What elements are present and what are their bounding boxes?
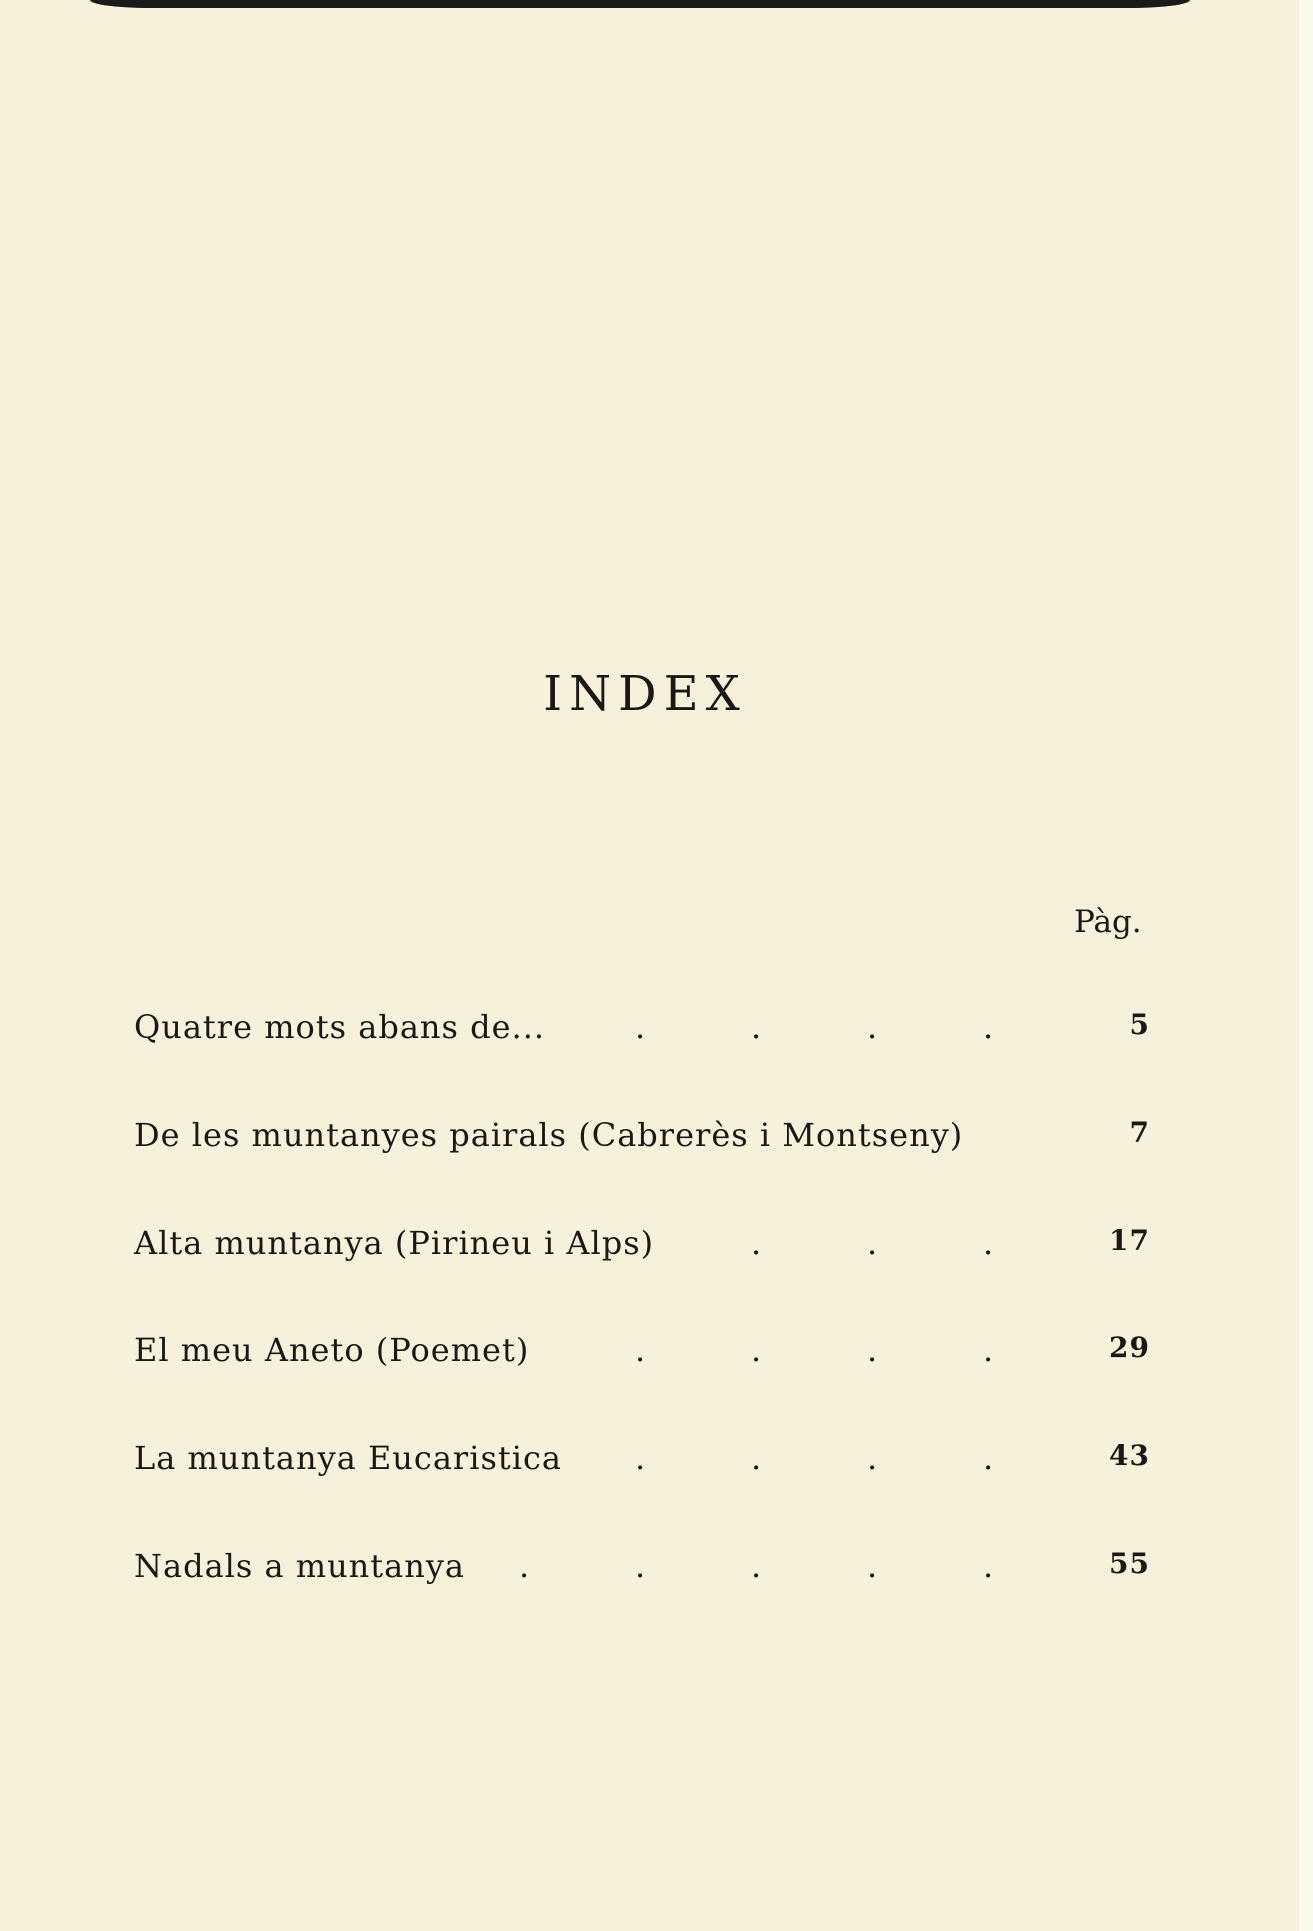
toc-entry-title: El meu Aneto (Poemet) bbox=[134, 1331, 530, 1369]
toc-entry-page: 29 bbox=[1109, 1331, 1150, 1364]
leader-dot: . bbox=[751, 1439, 763, 1477]
leader-dot: . bbox=[867, 1331, 879, 1369]
toc-entry-page: 5 bbox=[1129, 1008, 1150, 1041]
leader-dot: . bbox=[983, 1331, 995, 1369]
leader-dot: . bbox=[983, 1439, 995, 1477]
page-column-header: Pàg. bbox=[1074, 904, 1142, 940]
page-right-edge bbox=[1299, 0, 1313, 1931]
toc-entry bbox=[134, 1224, 1150, 1270]
leader-dot: . bbox=[867, 1547, 879, 1585]
toc-entry-title: Quatre mots abans de... bbox=[134, 1008, 546, 1046]
leader-dot: . bbox=[635, 1439, 647, 1477]
toc-entry-page: 43 bbox=[1109, 1439, 1150, 1472]
leader-dot: . bbox=[635, 1331, 647, 1369]
leader-dot: . bbox=[751, 1547, 763, 1585]
leader-dot: . bbox=[519, 1547, 531, 1585]
leader-dot: . bbox=[867, 1439, 879, 1477]
leader-dot: . bbox=[751, 1008, 763, 1046]
leader-dot: . bbox=[635, 1547, 647, 1585]
toc-entry-page: 55 bbox=[1109, 1547, 1150, 1580]
toc-entry bbox=[134, 1008, 1150, 1054]
leader-dot: . bbox=[751, 1331, 763, 1369]
toc-entry-title: Alta muntanya (Pirineu i Alps) bbox=[134, 1224, 655, 1262]
leader-dot: . bbox=[983, 1547, 995, 1585]
toc-entry-title: De les muntanyes pairals (Cabrerès i Montseny) bbox=[134, 1116, 964, 1154]
toc-entry-title: Nadals a muntanya bbox=[134, 1547, 465, 1585]
page-top-shadow bbox=[90, 0, 1190, 8]
leader-dot: . bbox=[751, 1224, 763, 1262]
leader-dot: . bbox=[983, 1008, 995, 1046]
leader-dot: . bbox=[635, 1008, 647, 1046]
toc-entry bbox=[134, 1547, 1150, 1593]
toc-entry-title: La muntanya Eucaristica bbox=[134, 1439, 562, 1477]
leader-dot: . bbox=[867, 1224, 879, 1262]
toc-entry bbox=[134, 1439, 1150, 1485]
toc-entry-page: 17 bbox=[1109, 1224, 1150, 1257]
leader-dot: . bbox=[983, 1224, 995, 1262]
index-title: INDEX bbox=[543, 666, 747, 722]
toc-entry bbox=[134, 1331, 1150, 1377]
toc-entry-page: 7 bbox=[1129, 1116, 1150, 1149]
toc-entry bbox=[134, 1116, 1150, 1162]
leader-dot: . bbox=[867, 1008, 879, 1046]
